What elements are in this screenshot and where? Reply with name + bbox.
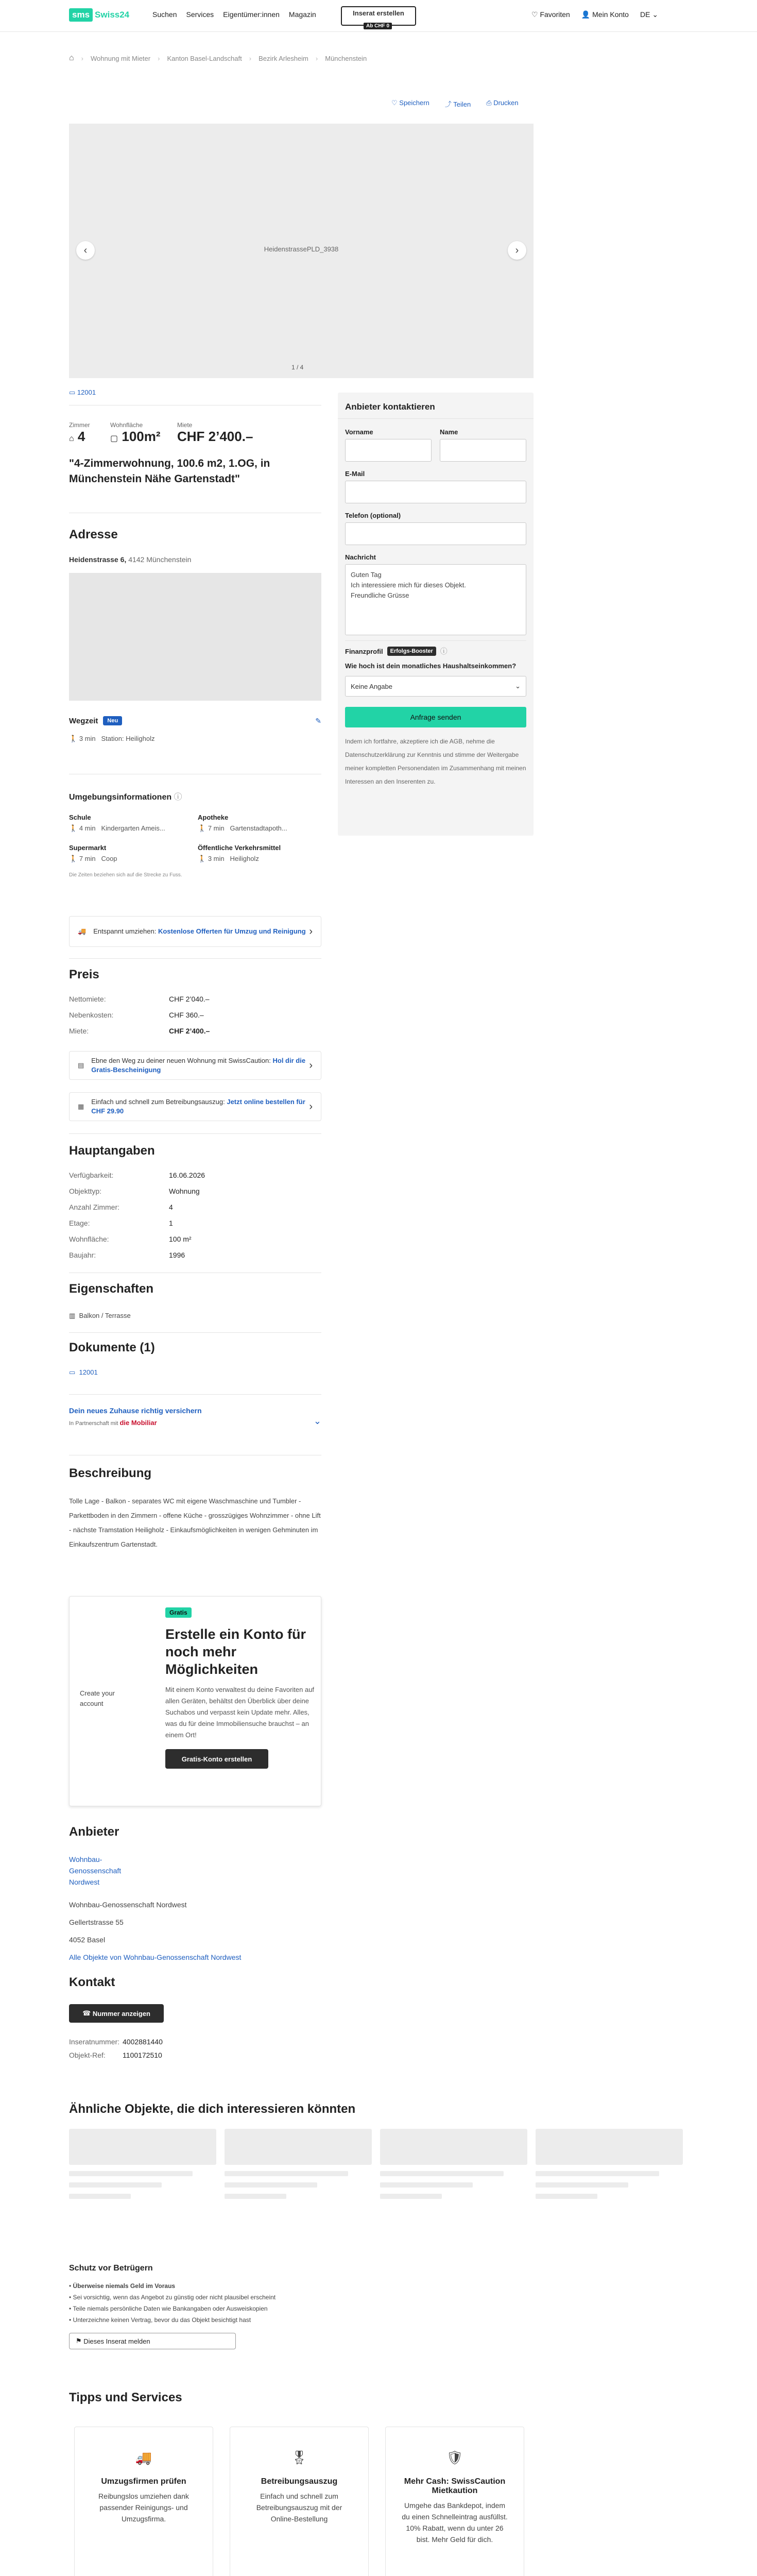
chevron-right-icon: › — [515, 244, 519, 256]
surrounding-time: 7 min — [79, 855, 96, 862]
provider-address — [69, 1896, 241, 1966]
skeleton-line — [380, 2182, 473, 2188]
breadcrumb-item[interactable]: Münchenstein — [325, 54, 367, 62]
rent-block — [177, 421, 253, 445]
surroundings-section — [69, 790, 321, 878]
fraud-item-text: Überweise niemals Geld im Voraus — [73, 2282, 176, 2290]
surrounding-place: Gartenstadtapoth... — [230, 824, 287, 832]
skeleton-line — [69, 2171, 193, 2176]
description-text: Tolle Lage - Balkon - separates WC mit eigene Waschmaschine und Tumbler - Parkettboden in den Zimmern - offene Küche - grosszügiges Wohnzimmer - ohne Lift - nächste Tramstation Heiligholz - Einkaufsmöglichkeiten in wenigen Gehminuten im Einkaufszentrum Gartenstadt. — [69, 1497, 321, 1548]
address-street: Heidenstrasse 6, — [69, 555, 127, 564]
phone-field[interactable] — [345, 522, 526, 545]
surrounding-place: Kindergarten Ameis... — [101, 824, 165, 832]
save-button[interactable]: ♡ Speichern — [391, 99, 429, 107]
provider-link[interactable] — [69, 1854, 141, 1888]
skeleton-line — [536, 2171, 659, 2176]
skeleton-line — [380, 2194, 442, 2199]
message-label: Nachricht — [345, 553, 376, 561]
walk-icon: 🚶 — [69, 855, 78, 862]
signup-illustration-label: Create your account — [80, 1689, 115, 1707]
legal-text: Indem ich fortfahre, akzeptiere ich die AGB, nehme die Datenschutzerklärung zur Kenntnis und stimme der Weitergabe meiner kompletten Personendaten im Zusammenhang mit meinen Interessen an den Inserenten zu. — [345, 738, 526, 785]
divider — [69, 1332, 321, 1333]
firstname-label: Vorname — [345, 428, 373, 436]
walk-icon: 🚶 — [69, 735, 78, 742]
breadcrumb-separator: › — [315, 54, 318, 62]
description-heading: Beschreibung — [69, 1466, 152, 1480]
report-listing-button[interactable] — [69, 2333, 236, 2349]
provider-all-objects-link[interactable]: Alle Objekte von Wohnbau-Genossenschaft Nordwest — [69, 1953, 242, 1961]
fact-key: Anzahl Zimmer: — [69, 1203, 120, 1211]
card1-link: Hol dir die Gratis-Bescheinigung — [91, 1057, 306, 1074]
rooms-block — [69, 421, 110, 445]
account-link[interactable] — [581, 10, 629, 19]
commute-station: Station: Heiligholz — [101, 735, 155, 742]
new-badge: Neu — [103, 716, 122, 725]
create-listing-sub: Ab CHF 0 — [364, 23, 392, 29]
similar-card-image — [225, 2129, 372, 2165]
similar-card-image — [69, 2129, 216, 2165]
feature-item — [69, 1312, 131, 1320]
rooms-value: 4 — [77, 429, 85, 444]
phone-label: Telefon (optional) — [345, 512, 401, 519]
service-title: Mehr Cash: SwissCaution Mietkaution — [404, 2477, 506, 2495]
income-select[interactable] — [345, 676, 526, 697]
price-value: CHF 360.– — [169, 1011, 204, 1019]
fact-row — [69, 1231, 205, 1247]
skeleton-line — [225, 2171, 348, 2176]
language-label: DE — [640, 10, 650, 19]
surrounding-item — [69, 844, 198, 863]
price-key: Miete: — [69, 1027, 89, 1035]
commute-label: Wegzeit — [69, 716, 98, 725]
message-field[interactable]: Guten Tag Ich interessiere mich für dieses Objekt. Freundliche Grüsse — [345, 564, 526, 635]
service-card — [74, 2427, 213, 2576]
balcony-icon: ▥ — [69, 1312, 76, 1319]
services-heading: Tipps und Services — [69, 2391, 182, 2404]
listing-summary — [69, 421, 321, 487]
chevron-left-icon: ‹ — [83, 244, 88, 256]
contact-row — [69, 2035, 163, 2048]
divider — [338, 418, 534, 419]
card2-text: Einfach und schnell zum Betreibungsauszug: — [91, 1098, 227, 1106]
create-account-label: Gratis-Konto erstellen — [181, 1755, 252, 1763]
check-icon: • — [69, 2305, 72, 2312]
document-icon: ▭ — [69, 1368, 76, 1376]
card2-link: Jetzt online bestellen für CHF 29.90 — [91, 1098, 305, 1115]
fact-value: 100 m² — [169, 1235, 192, 1243]
fact-value: 4 — [169, 1203, 173, 1211]
contact-row — [69, 2048, 163, 2062]
documents-heading: Dokumente (1) — [69, 1341, 155, 1354]
contact-form — [338, 393, 534, 836]
main-facts-heading: Hauptangaben — [69, 1144, 155, 1158]
price-row — [69, 1007, 210, 1023]
rent-value: CHF 2’400.– — [177, 429, 253, 444]
skeleton-line — [69, 2182, 162, 2188]
fraud-list — [69, 2280, 326, 2326]
breadcrumb — [69, 54, 367, 63]
nav-item-search[interactable]: Suchen — [152, 10, 177, 19]
fact-row — [69, 1199, 205, 1215]
send-request-label: Anfrage senden — [410, 713, 461, 721]
check-icon: • — [69, 2294, 72, 2301]
free-badge: Gratis — [165, 1607, 192, 1618]
document-icon: ▦ — [78, 1103, 84, 1110]
fraud-item — [69, 2303, 326, 2314]
divider — [69, 958, 321, 959]
insurance-accordion[interactable] — [69, 1406, 321, 1443]
service-card — [230, 2427, 369, 2576]
document-link-label: 12001 — [77, 388, 96, 396]
lastname-field[interactable] — [440, 439, 526, 462]
info-icon[interactable]: ⓘ — [174, 793, 182, 802]
email-label: E-Mail — [345, 470, 365, 478]
chevron-down-icon: ⌄ — [515, 682, 521, 690]
language-select[interactable] — [640, 10, 658, 19]
breadcrumb-separator: › — [81, 54, 84, 62]
service-text: Reibungslos umziehen dank passender Reinigungs- und Umzugsfirma. — [98, 2492, 189, 2523]
divider — [345, 640, 526, 641]
fraud-section — [69, 2264, 326, 2349]
fact-row — [69, 1183, 205, 1199]
chevron-right-icon: › — [309, 925, 313, 937]
walk-icon: 🚶 — [198, 855, 207, 862]
fraud-item — [69, 2292, 326, 2303]
surrounding-item — [69, 814, 198, 833]
service-title: Umzugsfirmen prüfen — [101, 2477, 186, 2486]
similar-card-placeholder[interactable] — [69, 2129, 216, 2221]
breadcrumb-item[interactable]: Wohnung mit Mieter — [91, 54, 151, 62]
fraud-item-text: Teile niemals persönliche Daten wie Bankangaben oder Ausweiskopien — [73, 2305, 268, 2312]
nav-item-magazine[interactable]: Magazin — [288, 10, 316, 19]
skeleton-line — [536, 2182, 628, 2188]
header-right — [531, 10, 658, 19]
price-value: CHF 2’040.– — [169, 995, 210, 1003]
create-listing-button[interactable] — [341, 6, 416, 29]
skeleton-line — [225, 2182, 317, 2188]
price-row — [69, 991, 210, 1007]
income-question: Wie hoch ist dein monatliches Haushaltseinkommen? — [345, 662, 517, 670]
truck-icon: 🚚 — [78, 927, 87, 935]
fraud-item — [69, 2314, 326, 2326]
similar-card-image — [380, 2129, 527, 2165]
fact-row — [69, 1167, 205, 1183]
service-title: Betreibungsauszug — [261, 2477, 338, 2486]
gallery-prev-button[interactable] — [76, 241, 95, 260]
signup-title: Erstelle ein Konto für noch mehr Möglichkeiten — [165, 1626, 306, 1677]
fact-row — [69, 1247, 205, 1263]
breadcrumb-separator: › — [249, 54, 252, 62]
phone-icon: ☎ — [82, 2009, 91, 2017]
fact-key: Objekttyp: — [69, 1187, 102, 1195]
main-facts-table — [69, 1167, 205, 1263]
document-item[interactable] — [69, 1368, 98, 1377]
feature-label: Balkon / Terrasse — [79, 1312, 131, 1319]
certificate-icon: ▤ — [78, 1061, 84, 1069]
signup-text: Mit einem Konto verwaltest du deine Favoriten auf allen Geräten, behältst den Überblick über deine Suchabos und verpasst kein Update mehr. Alles, was du für deine Immobiliensuche brauchst – an einem Ort! — [165, 1686, 315, 1739]
price-row — [69, 1023, 210, 1039]
surrounding-title: Apotheke — [198, 814, 229, 821]
image-gallery[interactable] — [69, 124, 534, 378]
fraud-item-text: Unterzeichne keinen Vertrag, bevor du das Objekt besichtigt hast — [73, 2316, 251, 2324]
price-key: Nettomiete: — [69, 995, 106, 1003]
contact-table — [69, 2035, 163, 2062]
save-label: Speichern — [399, 99, 429, 107]
address-heading: Adresse — [69, 528, 118, 541]
area-label: Wohnfläche — [110, 421, 143, 429]
similar-card-placeholder[interactable] — [380, 2129, 527, 2221]
surrounding-time: 7 min — [208, 824, 225, 832]
commute-time: 3 min — [79, 735, 96, 742]
provider-company: Wohnbau-Genossenschaft Nordwest — [69, 1901, 187, 1909]
similar-heading: Ähnliche Objekte, die dich interessieren könnten — [69, 2102, 356, 2116]
skeleton-line — [225, 2194, 286, 2199]
moving-card-link: Kostenlose Offerten für Umzug und Reinigung — [158, 927, 306, 935]
divider — [69, 1394, 321, 1395]
create-account-button[interactable] — [165, 1749, 268, 1769]
send-request-button[interactable] — [345, 707, 526, 727]
firstname-field[interactable] — [345, 439, 432, 462]
price-table — [69, 991, 210, 1039]
service-text: Einfach und schnell zum Betreibungsauszug mit der Online-Bestellung — [256, 2492, 342, 2523]
chevron-right-icon: › — [309, 1100, 313, 1112]
rooms-label: Zimmer — [69, 421, 90, 429]
breadcrumb-item[interactable]: Kanton Basel-Landschaft — [167, 54, 242, 62]
provider-city: 4052 Basel — [69, 1936, 106, 1944]
nav-item-owners[interactable]: Eigentümer:innen — [223, 10, 280, 19]
room-icon: ⌂ — [69, 434, 74, 443]
surrounding-place: Heiligholz — [230, 855, 259, 862]
finance-label: Finanzprofil — [345, 647, 383, 655]
card1-text: Ebne den Weg zu deiner neuen Wohnung mit SwissCaution: — [91, 1057, 273, 1064]
document-label: 12001 — [79, 1368, 98, 1376]
service-card — [385, 2427, 524, 2576]
income-selected-value: Keine Angabe — [351, 682, 392, 690]
gallery-counter: 1 / 4 — [291, 364, 304, 371]
service-text: Umgehe das Bankdepot, indem du einen Schnelleintrag ausfüllst. 10% Rabatt, wenn du unter 26 bist. Mehr Geld für dich. — [402, 2501, 508, 2544]
commute-section — [69, 716, 321, 743]
print-button[interactable]: ⎙ Drucken — [486, 99, 519, 107]
top-bar — [0, 0, 757, 32]
fact-row — [69, 1215, 205, 1231]
swisscaution-card[interactable] — [69, 1051, 321, 1080]
email-field[interactable] — [345, 481, 526, 503]
map[interactable] — [69, 573, 321, 701]
lastname-label: Name — [440, 428, 458, 436]
fact-key: Verfügbarkeit: — [69, 1171, 114, 1179]
user-icon: 👤 — [581, 10, 591, 19]
nav-item-services[interactable]: Services — [186, 10, 214, 19]
fact-value: 1 — [169, 1219, 173, 1227]
address-city: 4142 Münchenstein — [128, 555, 192, 564]
fact-value: Wohnung — [169, 1187, 200, 1195]
logo[interactable] — [69, 8, 157, 22]
provider-heading: Anbieter — [69, 1825, 119, 1839]
chevron-down-icon: ⌄ — [652, 10, 659, 19]
fact-value: 1996 — [169, 1251, 185, 1259]
surrounding-item — [198, 844, 321, 863]
surrounding-time: 4 min — [79, 824, 96, 832]
price-key: Nebenkosten: — [69, 1011, 114, 1019]
favorites-label: Favoriten — [540, 10, 570, 19]
similar-card-placeholder[interactable] — [225, 2129, 372, 2221]
truck-icon: 🚚 — [135, 2450, 152, 2465]
flag-icon: ⚑ — [76, 2337, 82, 2345]
show-number-label: Nummer anzeigen — [92, 2009, 150, 2018]
check-icon: • — [69, 2282, 72, 2290]
check-icon: • — [69, 2316, 72, 2324]
contact-key: Inseratnummer: — [69, 2038, 120, 2046]
similar-card-placeholder[interactable] — [536, 2129, 683, 2221]
contact-form-title: Anbieter kontaktieren — [345, 402, 435, 412]
fraud-item-text: Sei vorsichtig, wenn das Angebot zu günstig oder nicht plausibel erscheint — [73, 2294, 276, 2301]
skeleton-line — [69, 2194, 131, 2199]
features-heading: Eigenschaften — [69, 1282, 154, 1296]
moving-card-text: Entspannt umziehen: — [93, 927, 158, 935]
contact-value: 4002881440 — [123, 2038, 163, 2046]
walk-icon: 🚶 — [198, 824, 207, 832]
fraud-item — [69, 2280, 326, 2292]
fact-key: Etage: — [69, 1219, 90, 1227]
info-icon[interactable]: ⓘ — [440, 647, 448, 655]
price-value: CHF 2’400.– — [169, 1027, 210, 1035]
main-nav — [152, 10, 316, 19]
fraud-heading: Schutz vor Betrügern — [69, 2264, 153, 2273]
account-label: Mein Konto — [592, 10, 629, 19]
insurance-title: Dein neues Zuhause richtig versichern — [69, 1406, 202, 1415]
surrounding-time: 3 min — [208, 855, 225, 862]
print-label: Drucken — [493, 99, 519, 107]
show-number-button[interactable] — [69, 2004, 164, 2023]
rent-label: Miete — [177, 421, 193, 429]
provider-street: Gellertstrasse 55 — [69, 1918, 124, 1926]
provider-link-label: Wohnbau-Genossenschaft Nordwest — [69, 1855, 122, 1886]
surrounding-item — [198, 814, 321, 833]
similar-card-image — [536, 2129, 683, 2165]
price-heading: Preis — [69, 968, 99, 981]
address-text — [69, 555, 191, 564]
area-block — [110, 421, 177, 445]
heart-icon: ♡ — [531, 10, 538, 19]
home-icon[interactable]: ⌂ — [69, 54, 74, 62]
chevron-right-icon: › — [309, 1059, 313, 1071]
divider — [69, 1133, 321, 1134]
document-icon: ▭ — [69, 388, 76, 396]
share-button[interactable]: ⤴ Teilen — [444, 100, 471, 108]
contact-value: 1100172510 — [123, 2051, 162, 2059]
edit-icon[interactable]: ✎ — [315, 716, 321, 725]
breadcrumb-item[interactable]: Bezirk Arlesheim — [259, 54, 308, 62]
skeleton-line — [380, 2171, 504, 2176]
skeleton-line — [536, 2194, 597, 2199]
signup-card — [69, 1596, 321, 1806]
logo-text: sms — [69, 8, 93, 22]
walk-icon: 🚶 — [69, 824, 78, 832]
badge-icon: 🎖 — [290, 2450, 308, 2465]
area-value: 100m² — [122, 429, 161, 444]
chevron-down-icon: ⌄ — [313, 1416, 321, 1426]
area-icon: ▢ — [110, 434, 118, 443]
gallery-caption: HeidenstrassePLD_3938 — [264, 245, 339, 253]
report-label: Dieses Inserat melden — [83, 2337, 150, 2345]
contact-heading: Kontakt — [69, 1975, 115, 1989]
share-label: Teilen — [453, 100, 471, 108]
gallery-next-button[interactable] — [508, 241, 526, 260]
shield-icon: 🛡 — [446, 2450, 463, 2465]
moving-offer-card[interactable] — [69, 916, 321, 947]
debt-extract-card[interactable] — [69, 1092, 321, 1121]
fact-key: Baujahr: — [69, 1251, 96, 1259]
mobiliar-logo: die Mobiliar — [119, 1419, 157, 1427]
success-booster-badge: Erfolgs-Booster — [387, 647, 436, 656]
surrounding-title: Öffentliche Verkehrsmittel — [198, 844, 281, 852]
surrounding-place: Coop — [101, 855, 117, 862]
breadcrumb-separator: › — [158, 54, 160, 62]
document-link[interactable] — [69, 388, 96, 397]
surroundings-heading: Umgebungsinformationen — [69, 793, 172, 802]
listing-title: "4-Zimmerwohnung, 100.6 m2, 1.OG, in Münchenstein Nähe Gartenstadt" — [69, 457, 270, 485]
fact-value: 16.06.2026 — [169, 1171, 205, 1179]
fact-key: Wohnfläche: — [69, 1235, 109, 1243]
insurance-sub: In Partnerschaft mit — [69, 1420, 118, 1427]
create-listing-label: Inserat erstellen — [353, 9, 404, 17]
logo-text-2: Swiss24 — [95, 10, 130, 20]
surrounding-title: Supermarkt — [69, 844, 107, 852]
contact-key: Objekt-Ref: — [69, 2051, 106, 2059]
surrounding-title: Schule — [69, 814, 91, 821]
surroundings-note: Die Zeiten beziehen sich auf die Strecke zu Fuss. — [69, 872, 182, 878]
favorites-link[interactable] — [531, 10, 570, 19]
listing-actions — [391, 99, 519, 109]
